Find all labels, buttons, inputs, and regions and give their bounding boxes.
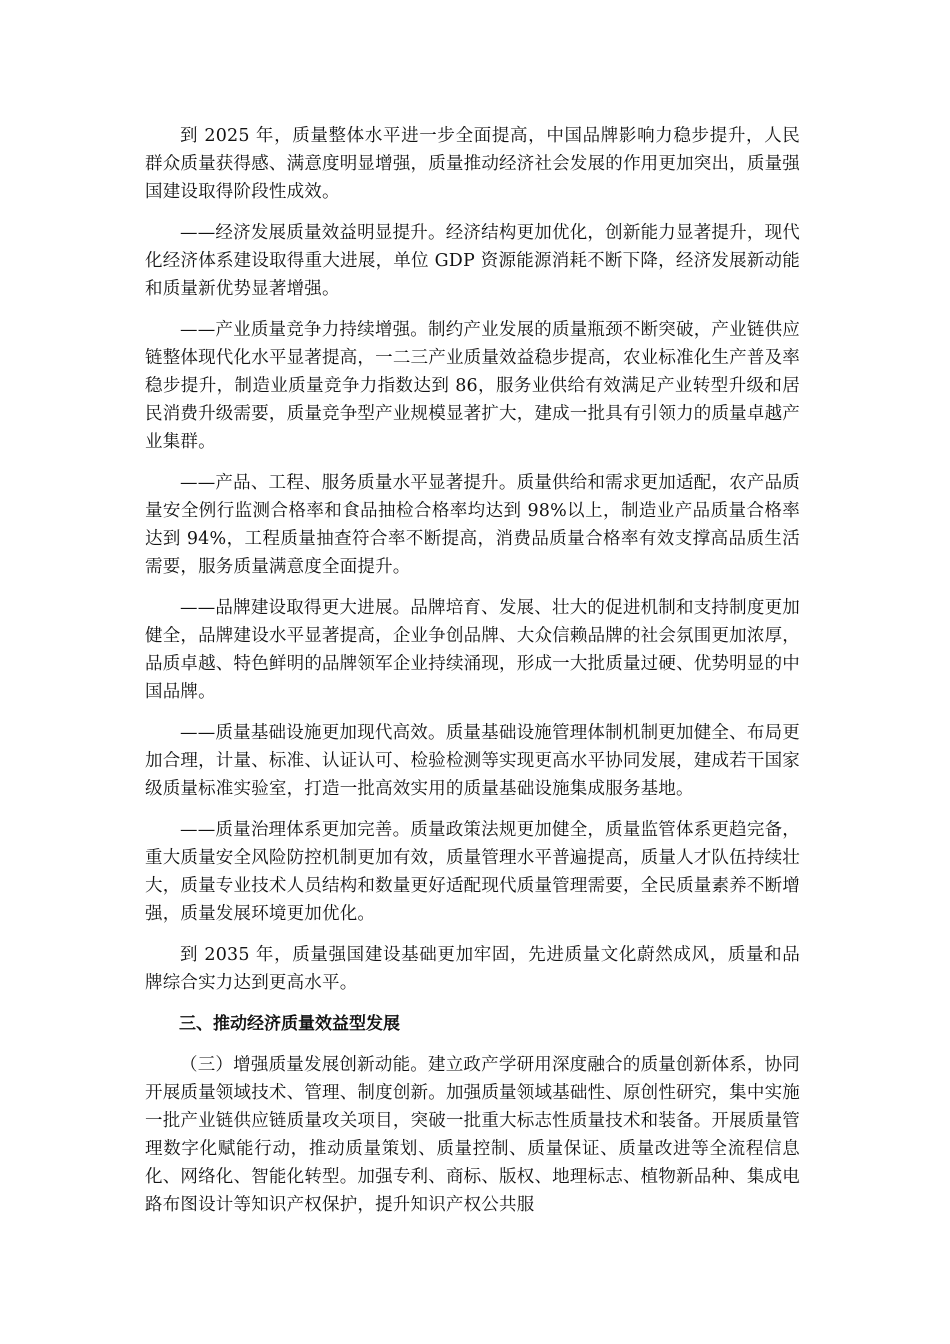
- section-heading: 三、推动经济质量效益型发展: [179, 1014, 400, 1034]
- paragraph-2035-goal: 到 2035 年，质量强国建设基础更加牢固，先进质量文化蔚然成风，质量和品牌综合实力达到更高水平。: [145, 945, 800, 993]
- paragraph-industry-competitiveness: ——产业质量竞争力持续增强。制约产业发展的质量瓶颈不断突破，产业链供应链整体现代化水平显著提高，一二三产业质量效益稳步提高，农业标准化生产普及率稳步提升，制造业质量竞争力指数达到 86，服务业供给有效满足产业转型升级和居民消费升级需要，质量竞争型产业规模显著扩大，建成一批具有引领力的质量卓越产业集群。: [145, 320, 800, 452]
- paragraph-quality-governance: ——质量治理体系更加完善。质量政策法规更加健全，质量监管体系更趋完备，重大质量安全风险防控机制更加有效，质量管理水平普遍提高，质量人才队伍持续壮大，质量专业技术人员结构和数量更好适配现代质量管理需要，全民质量素养不断增强，质量发展环境更加优化。: [145, 820, 800, 924]
- paragraph-economic-quality: ——经济发展质量效益明显提升。经济结构更加优化，创新能力显著提升，现代化经济体系建设取得重大进展，单位 GDP 资源能源消耗不断下降，经济发展新动能和质量新优势显著增强。: [145, 223, 800, 299]
- paragraph-2025-goal: 到 2025 年，质量整体水平进一步全面提高，中国品牌影响力稳步提升，人民群众质量获得感、满意度明显增强，质量推动经济社会发展的作用更加突出，质量强国建设取得阶段性成效。: [145, 126, 800, 202]
- paragraph-product-engineering-service: ——产品、工程、服务质量水平显著提升。质量供给和需求更加适配，农产品质量安全例行监测合格率和食品抽检合格率均达到 98%以上，制造业产品质量合格率达到 94%，工程质量抽查符合率不断提高，消费品质量合格率有效支撑高品质生活需要，服务质量满意度全面提升。: [145, 473, 800, 577]
- document-body: [145, 122, 800, 1232]
- paragraph-quality-infrastructure: ——质量基础设施更加现代高效。质量基础设施管理体制机制更加健全、布局更加合理，计量、标准、认证认可、检验检测等实现更高水平协同发展，建成若干国家级质量标准实验室，打造一批高效实用的质量基础设施集成服务基地。: [145, 723, 800, 799]
- paragraph-brand-building: ——品牌建设取得更大进展。品牌培育、发展、壮大的促进机制和支持制度更加健全，品牌建设水平显著提高，企业争创品牌、大众信赖品牌的社会氛围更加浓厚，品质卓越、特色鲜明的品牌领军企业持续涌现，形成一大批质量过硬、优势明显的中国品牌。: [145, 598, 800, 702]
- paragraph-innovation-momentum: （三）增强质量发展创新动能。建立政产学研用深度融合的质量创新体系，协同开展质量领域技术、管理、制度创新。加强质量领域基础性、原创性研究，集中实施一批产业链供应链质量攻关项目，突破一批重大标志性质量技术和装备。开展质量管理数字化赋能行动，推动质量策划、质量控制、质量保证、质量改进等全流程信息化、网络化、智能化转型。加强专利、商标、版权、地理标志、植物新品种、集成电路布图设计等知识产权保护，提升知识产权公共服: [145, 1055, 800, 1215]
